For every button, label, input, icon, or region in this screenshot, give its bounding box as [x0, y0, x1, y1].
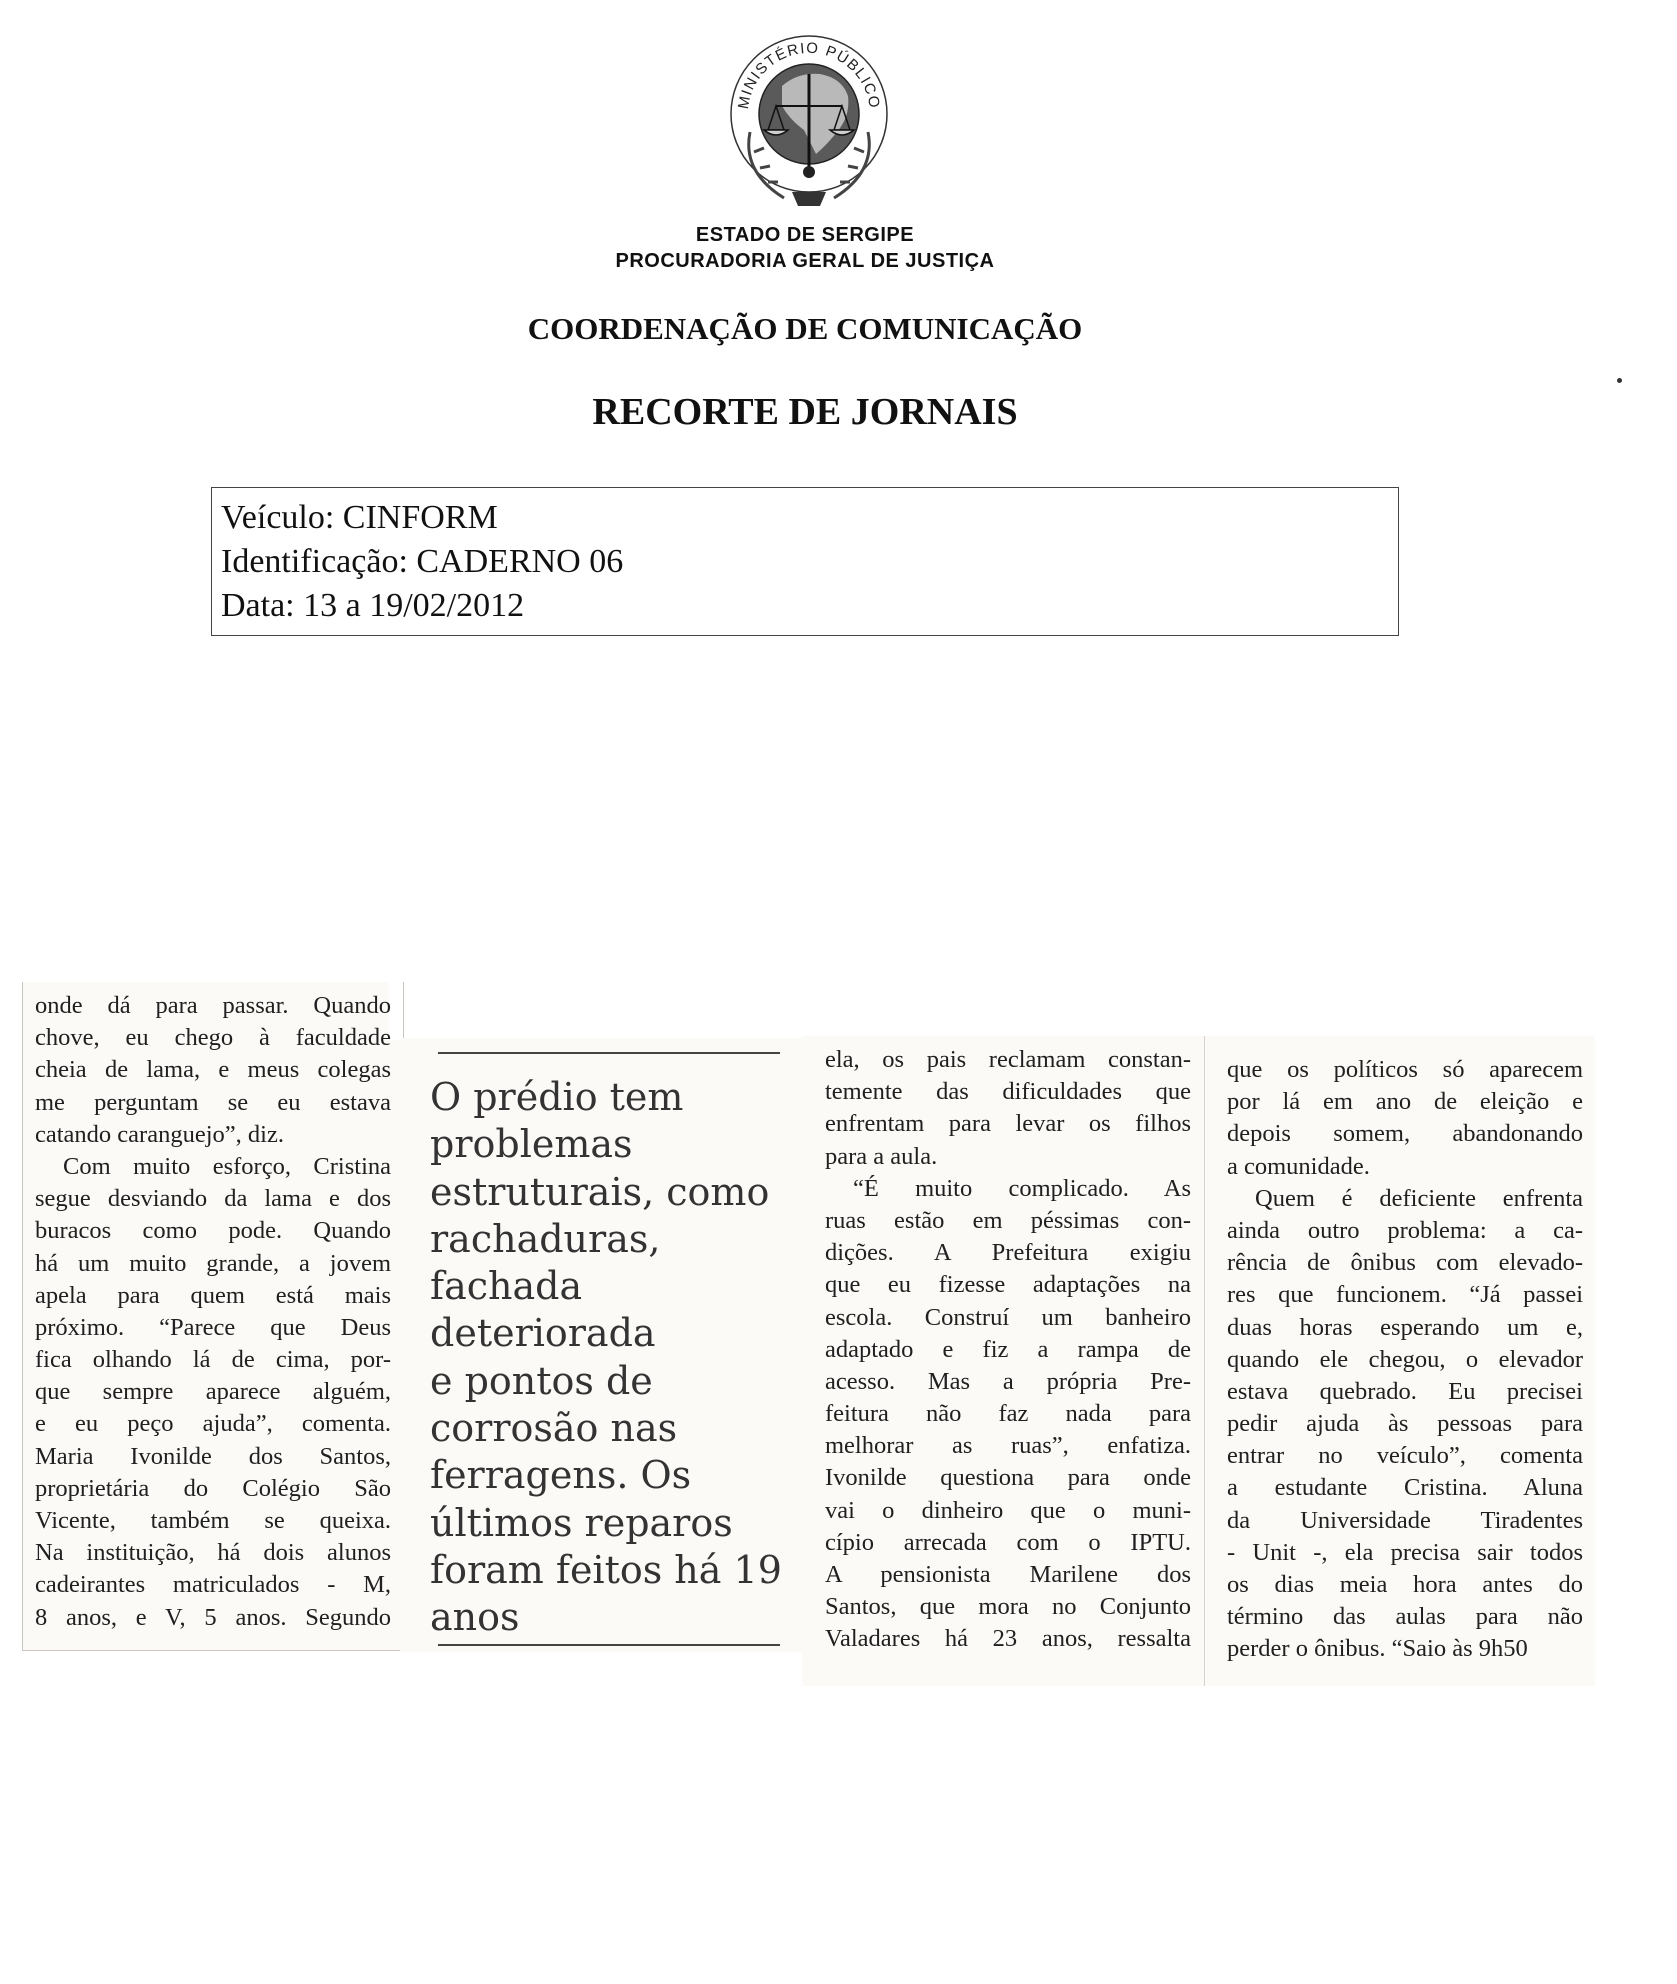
text-line: da Universidade Tiradentes: [1227, 1506, 1583, 1534]
text-line: me perguntam se eu estava: [35, 1088, 391, 1116]
pull-quote-line: últimos reparos: [430, 1500, 733, 1545]
text-line: Vicente, também se queixa.: [35, 1507, 391, 1534]
svg-text:MINISTÉRIO PÚBLICO: MINISTÉRIO PÚBLICO: [734, 39, 883, 111]
text-line: acesso. Mas a própria Pre-: [825, 1367, 1191, 1395]
text-line: perder o ônibus. “Saio às 9h50: [1227, 1635, 1528, 1663]
pull-quote-line: problemas: [430, 1122, 633, 1167]
text-line: chove, eu chego à faculdade: [35, 1024, 391, 1052]
veiculo-field: Veículo: CINFORM: [221, 499, 498, 536]
text-line: feitura não faz nada para: [825, 1400, 1191, 1428]
state-name: ESTADO DE SERGIPE: [695, 224, 915, 246]
text-line: adaptado e fiz a rampa de: [825, 1335, 1191, 1363]
document-title: RECORTE DE JORNAIS: [592, 391, 1018, 433]
text-line: ruas estão em péssimas con-: [825, 1206, 1191, 1234]
text-line: “É muito complicado. As: [853, 1174, 1191, 1202]
ministerio-publico-seal: [724, 22, 894, 217]
pull-quote: [430, 1074, 780, 1642]
text-line: pedir ajuda às pessoas para: [1227, 1410, 1583, 1438]
text-line: rência de ônibus com elevado-: [1227, 1249, 1583, 1277]
clipping-column-3: [802, 1036, 1204, 1686]
text-line: dições. A Prefeitura exigiu: [825, 1239, 1191, 1267]
text-line: buracos como pode. Quando: [35, 1217, 391, 1245]
pull-quote-line: e pontos de: [430, 1358, 653, 1403]
text-line: - Unit -, ela precisa sair todos: [1227, 1538, 1583, 1566]
text-line: estava quebrado. Eu precisei: [1227, 1377, 1583, 1405]
text-line: Ivonilde questiona para onde: [825, 1464, 1191, 1492]
text-line: res que funcionem. “Já passei: [1227, 1281, 1583, 1309]
article-text-column-3: [825, 1044, 1191, 1656]
text-line: Na instituição, há dois alunos: [35, 1539, 391, 1567]
text-line: cípio arrecada com o IPTU.: [825, 1528, 1191, 1556]
text-line: quando ele chegou, o elevador: [1227, 1345, 1583, 1373]
text-line: ainda outro problema: a ca-: [1227, 1216, 1583, 1244]
text-line: A pensionista Marilene dos: [825, 1561, 1191, 1588]
text-line: que sempre aparece alguém,: [35, 1378, 391, 1406]
text-line: e eu peço ajuda”, comenta.: [35, 1410, 391, 1438]
text-line: a comunidade.: [1227, 1152, 1370, 1180]
text-line: por lá em ano de eleição e: [1227, 1088, 1583, 1116]
pull-quote-line: estruturais, como: [430, 1169, 770, 1214]
pull-quote-line: corrosão nas: [430, 1406, 678, 1451]
text-line: proprietária do Colégio São: [35, 1474, 391, 1502]
text-line: Maria Ivonilde dos Santos,: [35, 1442, 391, 1470]
text-line: apela para quem está mais: [35, 1281, 391, 1309]
text-line: ela, os pais reclamam constan-: [825, 1046, 1191, 1073]
pull-quote-line: foram feitos há 19: [430, 1547, 782, 1592]
text-line: término das aulas para não: [1227, 1603, 1583, 1631]
text-line: entrar no veículo”, comenta: [1227, 1442, 1583, 1470]
scan-speck: [1617, 378, 1622, 383]
text-line: vai o dinheiro que o muni-: [825, 1496, 1191, 1524]
text-line: Santos, que mora no Conjunto: [825, 1593, 1191, 1621]
text-line: os dias meia hora antes do: [1227, 1571, 1583, 1598]
text-line: escola. Construí um banheiro: [825, 1303, 1191, 1331]
text-line: melhorar as ruas”, enfatiza.: [825, 1432, 1191, 1460]
text-line: Quem é deficiente enfrenta: [1255, 1184, 1583, 1212]
pull-quote-column: [400, 1038, 803, 1652]
text-line: depois somem, abandonando: [1227, 1120, 1583, 1148]
text-line: a estudante Cristina. Aluna: [1227, 1474, 1583, 1502]
clipping-cut-notch: [389, 982, 403, 1040]
text-line: temente das dificuldades que: [825, 1078, 1191, 1106]
text-line: Valadares há 23 anos, ressalta: [825, 1625, 1191, 1653]
text-line: que eu fizesse adaptações na: [825, 1271, 1191, 1299]
data-field: Data: 13 a 19/02/2012: [221, 587, 525, 624]
article-text-column-4: [1227, 1054, 1583, 1666]
pull-quote-line: rachaduras,: [430, 1216, 661, 1261]
article-text-column-1: [35, 990, 391, 1634]
pull-quote-line: O prédio tem: [430, 1075, 684, 1119]
text-line: duas horas esperando um e,: [1227, 1313, 1583, 1341]
text-line: catando caranguejo”, diz.: [35, 1120, 284, 1148]
text-line: há um muito grande, a jovem: [35, 1249, 391, 1277]
text-line: 8 anos, e V, 5 anos. Segundo: [35, 1603, 391, 1631]
identificacao-field: Identificação: CADERNO 06: [221, 543, 624, 580]
text-line: cadeirantes matriculados - M,: [35, 1571, 391, 1599]
pull-quote-line: ferragens. Os: [430, 1453, 692, 1498]
clipping-column-1: [22, 982, 404, 1651]
pull-quote-bottom-rule: [438, 1644, 780, 1646]
department-title: COORDENAÇÃO DE COMUNICAÇÃO: [527, 311, 1083, 346]
procuradoria-name: PROCURADORIA GERAL DE JUSTIÇA: [615, 250, 995, 272]
text-line: para a aula.: [825, 1142, 938, 1170]
text-line: fica olhando lá de cima, por-: [35, 1346, 391, 1374]
text-line: onde dá para passar. Quando: [35, 992, 391, 1019]
clipping-column-4: [1204, 1036, 1595, 1686]
pull-quote-line: fachada: [430, 1264, 583, 1309]
text-line: próximo. “Parece que Deus: [35, 1313, 391, 1341]
text-line: cheia de lama, e meus colegas: [35, 1056, 391, 1084]
text-line: segue desviando da lama e dos: [35, 1185, 391, 1213]
text-line: enfrentam para levar os filhos: [825, 1110, 1191, 1138]
pull-quote-line: deteriorada: [430, 1311, 656, 1356]
pull-quote-top-rule: [438, 1052, 780, 1054]
text-line: que os políticos só aparecem: [1227, 1056, 1583, 1083]
clipping-info-box: [211, 487, 1399, 636]
text-line: Com muito esforço, Cristina: [63, 1152, 391, 1180]
pull-quote-line: anos: [430, 1595, 520, 1640]
